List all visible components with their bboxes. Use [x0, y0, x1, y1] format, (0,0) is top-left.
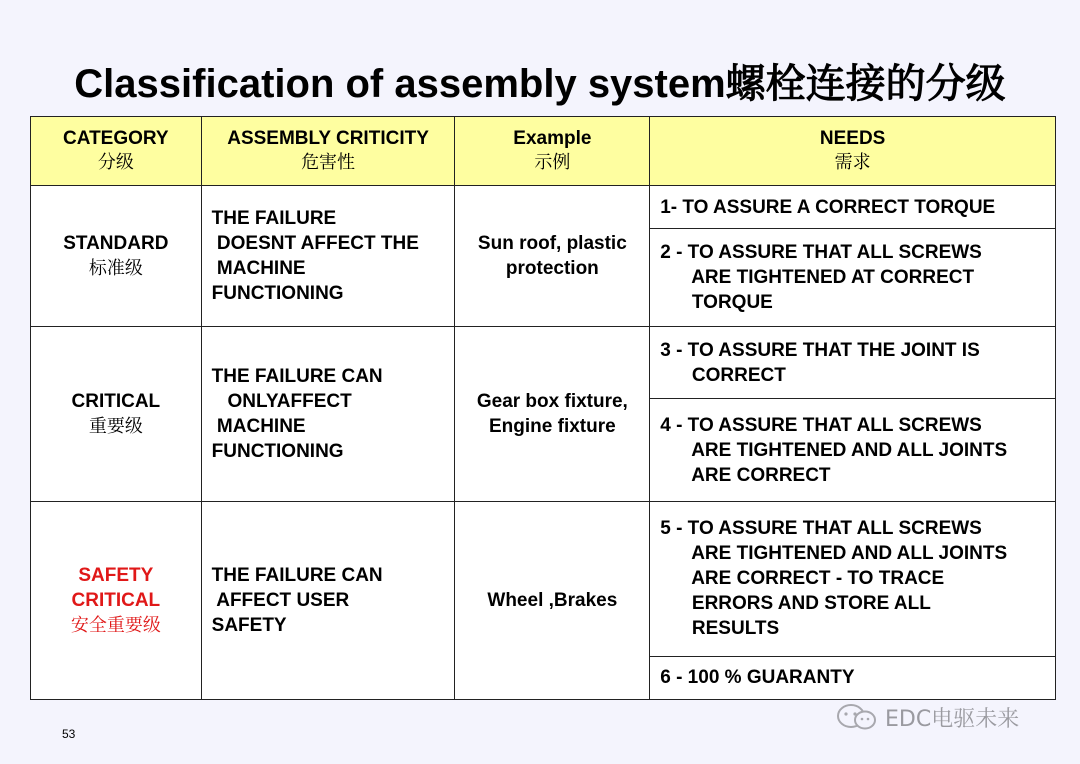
header-category: CATEGORY 分级	[31, 117, 202, 186]
header-example: Example 示例	[455, 117, 650, 186]
criticity-critical: THE FAILURE CAN ONLYAFFECT MACHINE FUNCTIONING	[201, 327, 455, 501]
header-needs: NEEDS 需求	[650, 117, 1056, 186]
classification-table	[30, 116, 1056, 700]
table-row	[31, 327, 1056, 399]
example-critical: Gear box fixture, Engine fixture	[455, 327, 650, 501]
need-6: 6 - 100 % GUARANTY	[650, 656, 1056, 699]
need-1: 1- TO ASSURE A CORRECT TORQUE	[650, 186, 1056, 229]
table-row	[31, 186, 1056, 229]
page-number: 53	[62, 727, 76, 741]
header-criticity: ASSEMBLY CRITICITY 危害性	[201, 117, 455, 186]
chat-bubbles-icon	[835, 702, 879, 732]
category-critical: CRITICAL 重要级	[31, 327, 202, 501]
watermark	[835, 700, 1019, 734]
need-3: 3 - TO ASSURE THAT THE JOINT IS CORRECT	[650, 327, 1056, 399]
need-4: 4 - TO ASSURE THAT ALL SCREWS ARE TIGHTENED AND ALL JOINTS ARE CORRECT	[650, 399, 1056, 501]
watermark-text: EDC电驱未来	[885, 706, 1020, 732]
criticity-standard: THE FAILURE DOESNT AFFECT THE MACHINE FUNCTIONING	[201, 186, 455, 327]
criticity-safety: THE FAILURE CAN AFFECT USER SAFETY	[201, 501, 455, 699]
example-safety: Wheel ,Brakes	[455, 501, 650, 699]
table-row	[31, 501, 1056, 656]
need-2: 2 - TO ASSURE THAT ALL SCREWS ARE TIGHTENED AT CORRECT TORQUE	[650, 229, 1056, 327]
need-5: 5 - TO ASSURE THAT ALL SCREWS ARE TIGHTENED AND ALL JOINTS ARE CORRECT - TO TRACE ERRORS AND STORE ALL RESULTS	[650, 501, 1056, 656]
header-row	[31, 117, 1056, 186]
example-standard: Sun roof, plastic protection	[455, 186, 650, 327]
category-standard: STANDARD 标准级	[31, 186, 202, 327]
slide-title: Classification of assembly system螺栓连接的分级	[74, 62, 1006, 106]
category-safety-critical: SAFETY CRITICAL 安全重要级	[31, 501, 202, 699]
